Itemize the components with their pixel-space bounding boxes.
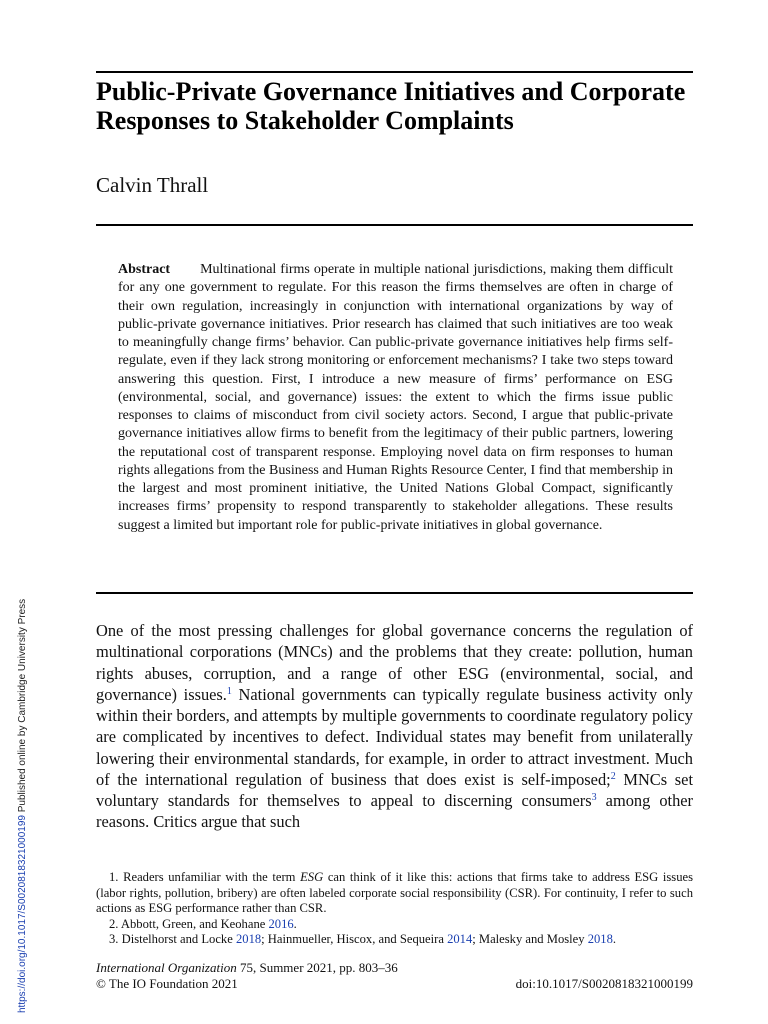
footnote-1-text-b: can think of it like this: actions that firms take to address ESG issues (labor rights, pollution, bribery) are often labeled corporate social responsibility (CSR). For continuity, I refer to such actions as ESG performance rather than CSR. (96, 870, 693, 915)
footnote-ref-1[interactable]: 1 (226, 685, 232, 697)
footnote-3 (96, 932, 693, 948)
citation-link-2018-a[interactable]: 2018 (235, 932, 262, 946)
abstract-bottom-rule (96, 592, 693, 594)
footnote-1-text-a: 1. Readers unfamiliar with the term (109, 870, 301, 884)
side-published-text: Published online by Cambridge University Press (17, 598, 28, 816)
footnote-2-text: 2. Abbott, Green, and Keohane (109, 916, 269, 931)
body-text-1: One of the most pressing challenges for global governance concerns the regulation of multinational corporations (MNCs) and the problems that they create: pollution, human rights abuses, corruption, and a range of other ESG (environmental, social, and governance) issues. (96, 621, 693, 704)
abstract (118, 261, 673, 535)
footnote-ref-3[interactable]: 3 (591, 792, 597, 803)
footnote-3-text-b: ; Hainmueller, Hiscox, and Sequeira (261, 932, 448, 946)
body-text-3: MNCs set voluntary standards for themselves to appeal to discerning consumers (96, 769, 694, 810)
body-text-4: among other reasons. Critics argue that such (96, 791, 694, 832)
footnote-3-text-c: ; Malesky and Mosley (472, 932, 588, 946)
abstract-top-rule (96, 224, 693, 226)
citation-link-2018-b[interactable]: 2018 (587, 932, 613, 946)
footnote-3-text-a: 3. Distelhorst and Locke (109, 932, 236, 946)
footnote-3-end: . (612, 932, 617, 946)
journal-name: International Organization (96, 960, 237, 975)
side-doi-link[interactable]: https://doi.org/10.1017/S0020818321000199 (17, 815, 28, 1013)
footnotes (96, 870, 693, 948)
footnote-ref-2[interactable]: 2 (610, 770, 616, 782)
body-paragraph (96, 620, 693, 833)
journal-details: 75, Summer 2021, pp. 803–36 (236, 960, 398, 975)
footnote-1 (96, 870, 693, 917)
top-rule (96, 71, 693, 73)
abstract-label: Abstract (118, 262, 171, 277)
body-text-2: National governments can typically regulate business activity only within their borders, and attempts by multiple governments to coordinate regulatory policy are complicated by incentives to defect. Individual states may benefit from unilaterally lowering their environmental standards, for example, in order to attract investment. Much of the international regulation of business that does exist is self-imposed; (96, 684, 693, 789)
footnote-2-end: . (293, 916, 297, 931)
author-name: Calvin Thrall (96, 173, 209, 197)
footnote-1-term: ESG (300, 870, 324, 884)
article-title: Public-Private Governance Initiatives and Corporate Responses to Stakeholder Complaints (96, 77, 686, 135)
journal-citation (96, 960, 398, 976)
copyright: © The IO Foundation 2021 (96, 976, 238, 991)
abstract-text: Multinational firms operate in multiple national jurisdictions, making them difficult for any one government to regulate. For this reason the firms themselves are often in charge of their own regulation, increasingly in conjunction with international organizations by way of public-private governance initiatives. Prior research has claimed that such initiatives are too weak to meaningfully change firms’ behavior. Can public-private governance initiatives help firms self-regulate, even if they lack strong monitoring or enforcement mechanisms? I take two steps toward answering this question. First, I introduce a new measure of firms’ performance on ESG (environmental, social, and governance) issues: the extent to which the firms issue public responses to claims of misconduct from civil society actors. Second, I argue that public-private governance initiatives allow firms to benefit from the legitimacy of their public partners, lowering the reputational cost of transparent response. Employing novel data on firm responses to human rights allegations from the Business and Human Rights Resource Center, I find that membership in the largest and most prominent initiative, the United Nations Global Compact, significantly increases firms’ propensity to respond transparently to stakeholder allegations. These results suggest a limited but important role for public-private initiatives in global governance. (118, 262, 673, 533)
doi: doi:10.1017/S0020818321000199 (515, 976, 693, 991)
citation-link-2014[interactable]: 2014 (447, 932, 473, 946)
side-attribution (17, 599, 29, 1013)
footnote-2 (96, 917, 693, 933)
citation-link-2016[interactable]: 2016 (268, 916, 294, 931)
